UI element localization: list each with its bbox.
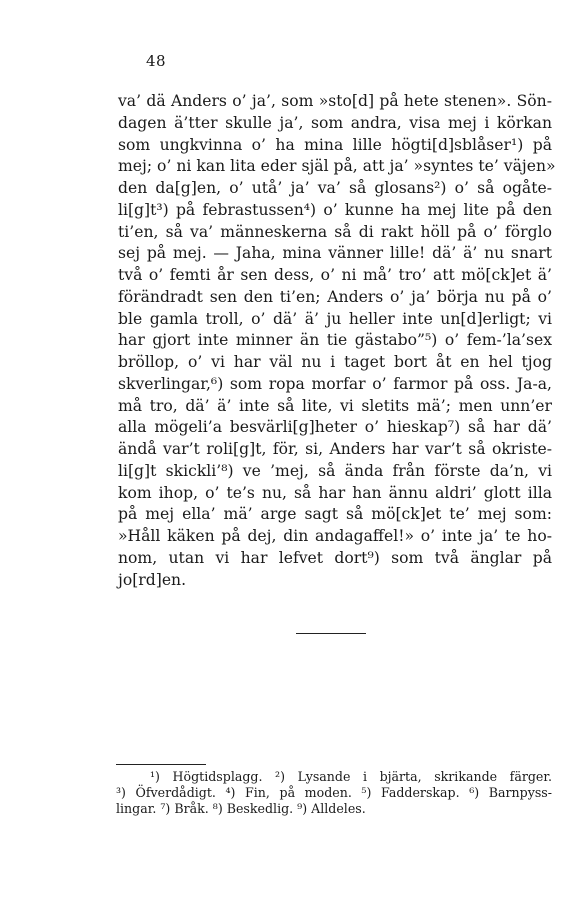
body-text — [118, 91, 556, 591]
text-line: dagen ä’tter skulle ja’, som andra, visa mej i körkan — [118, 113, 552, 132]
text-line: li[g]t³) på febrastussen⁴) o’ kunne ha mej lite på den — [118, 200, 552, 219]
text-line: alla mögeli’a besvärli[g]heter o’ hieskap⁷) så har dä’ — [118, 418, 552, 437]
footnote-line: ¹) Högtidsplagg. ²) Lysande i bjärta, skrikande färger. — [150, 769, 552, 784]
text-line: nom, utan vi har lefvet dort⁹) som två änglar på — [118, 548, 552, 567]
footnote-line: ³) Öfverdådigt. ⁴) Fin, på moden. ⁵) Fadderskap. ⁶) Barnpyss- — [116, 785, 552, 800]
page-number: 48 — [146, 52, 167, 70]
text-line: kom ihop, o’ te’s nu, så har han ännu aldri’ glott illa — [118, 483, 552, 502]
footnote-divider — [116, 764, 206, 765]
text-line: skverlingar,⁶) som ropa morfar o’ farmor på oss. Ja-a, — [118, 374, 552, 393]
text-line: två o’ femti år sen dess, o’ ni må’ tro’ att mö[ck]et ä’ — [118, 266, 552, 284]
text-line: ti’en, så va’ männeskerna så di rakt höll på o’ förglo — [118, 222, 552, 241]
text-line: den da[g]en, o’ utå’ ja’ va’ så glosans²) o’ så ogåte- — [118, 179, 552, 197]
section-divider — [296, 633, 366, 634]
text-line: som ungkvinna o’ ha mina lille högti[d]sblåser¹) på — [118, 135, 552, 154]
footnote-line: lingar. ⁷) Bråk. ⁸) Beskedlig. ⁹) Alldeles. — [116, 801, 366, 816]
text-line: »Håll käken på dej, din andagaffel!» o’ inte ja’ te ho- — [118, 527, 552, 545]
text-line: på mej ella’ mä’ arge sagt så mö[ck]et te’ mej som: — [118, 505, 552, 524]
text-line: ändå var’t roli[g]t, för, si, Anders har var’t så okriste- — [118, 440, 552, 458]
footnotes — [116, 769, 552, 817]
text-line: li[g]t skickli’⁸) ve ’mej, så ända från förste da’n, vi — [118, 461, 552, 480]
text-line: sej på mej. — Jaha, mina vänner lille! dä’ ä’ nu snart — [118, 244, 552, 263]
text-line: jo[rd]en. — [118, 570, 187, 589]
text-line: mej; o’ ni kan lita eder själ på, att ja’ »syntes te’ väjen» — [118, 157, 556, 176]
text-line: va’ dä Anders o’ ja’, som »sto[d] på hete stenen». Sön- — [118, 92, 552, 110]
text-line: förändradt sen den ti’en; Anders o’ ja’ börja nu på o’ — [118, 287, 552, 306]
text-line: bröllop, o’ vi har väl nu i taget bort åt en hel tjog — [118, 353, 552, 371]
text-line: har gjort inte minner än tie gästabo”⁵) o’ fem-’la’sex — [118, 331, 552, 350]
text-line: ble gamla troll, o’ dä’ ä’ ju heller inte un[d]erligt; vi — [118, 309, 552, 328]
text-line: må tro, dä’ ä’ inte så lite, vi sletits mä’; men unn’er — [118, 396, 552, 415]
